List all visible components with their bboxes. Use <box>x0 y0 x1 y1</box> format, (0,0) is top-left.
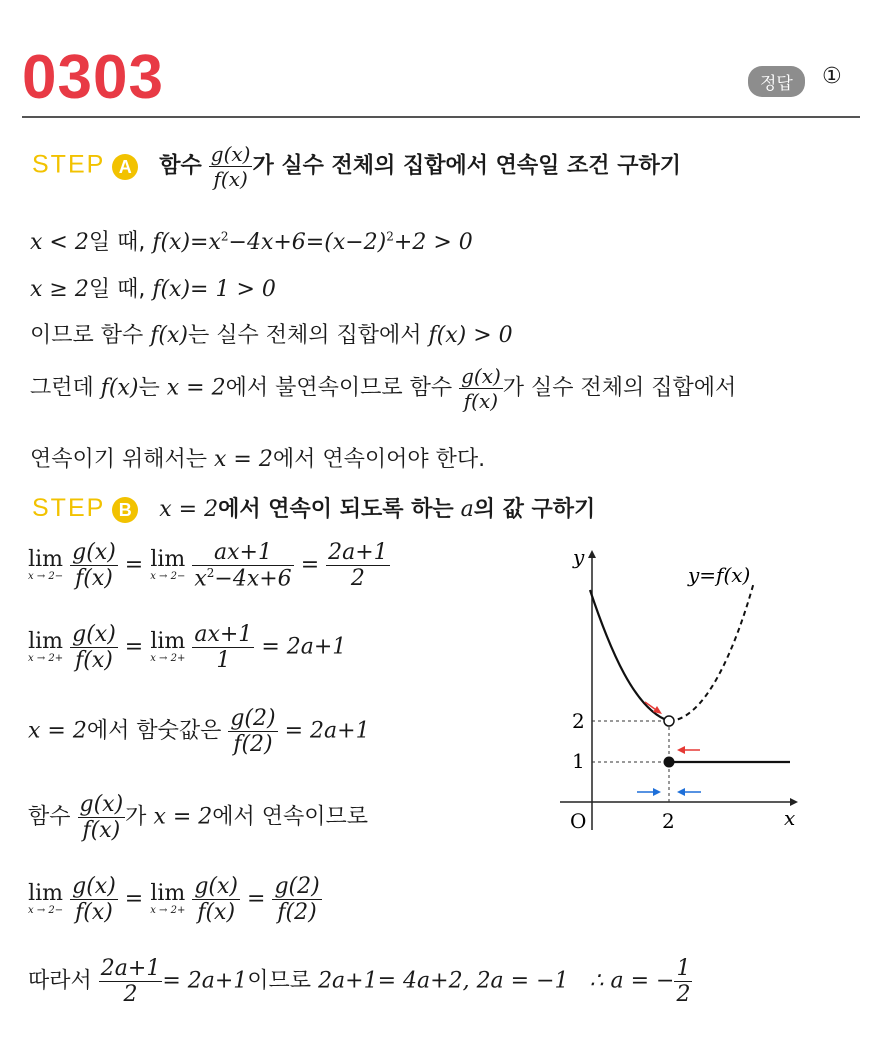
step-b-badge: B <box>112 497 138 523</box>
equation-4: 함수 $\frac{g(x)}{f(x)}$ 가 x = 2에서 연속이므로 <box>28 792 369 843</box>
line-4: 그런데 f(x)는 x = 2에서 불연속이므로 함수 $\frac{g(x)}{f(x)}$ 가 실수 전체의 집합에서 <box>30 364 737 413</box>
equation-5: lim x → 2− $\frac{g(x)}{f(x)}$ = lim x → 2+ $\frac{g(x)}{f(x)}$ = $\frac{g(2)}{f(2)}$ <box>28 874 320 925</box>
x-axis-label: x <box>784 806 796 830</box>
y-axis-label: y <box>573 545 585 569</box>
step-b-heading: STEP B x = 2에서 연속이 되도록 하는 a의 값 구하기 <box>32 494 596 522</box>
curve-right-dashed <box>669 582 754 721</box>
x-axis-arrow <box>790 798 798 806</box>
tick-x-2: 2 <box>662 809 675 833</box>
step-a-heading <box>32 142 681 191</box>
line-2: x ≥ 2일 때, f(x)= 1 > 0 <box>30 277 276 302</box>
step-a-tag: STEP <box>32 150 106 179</box>
line-3: 이므로 함수 f(x)는 실수 전체의 집합에서 f(x) > 0 <box>30 323 513 348</box>
line-5: 연속이기 위해서는 x = 2에서 연속이어야 한다. <box>30 447 486 472</box>
tick-y-1: 1 <box>572 749 585 773</box>
y-axis-arrow <box>588 550 596 558</box>
step-a-suffix: 가 실수 전체의 집합에서 연속일 조건 구하기 <box>252 153 681 179</box>
tick-y-2: 2 <box>572 709 585 733</box>
step-a-fraction: $\frac{g(x)}{f(x)}$ <box>210 142 251 191</box>
equation-1: lim x → 2− $\frac{g(x)}{f(x)}$ = lim x → 2− $\frac{ax+1}{x^2-4x+6}$ = $\frac{2a+1}{2}$ <box>28 540 388 592</box>
problem-number: 0303 <box>22 43 164 112</box>
equation-6: 따라서 $\frac{2a+1}{2}$ = 2a+1이므로 2a+1= 4a+2, 2a = −1 ∴ a = − $\frac{1}{2}$ <box>28 956 691 1007</box>
open-point <box>664 716 674 726</box>
function-graph <box>540 540 860 840</box>
equation-2: lim x → 2+ $\frac{g(x)}{f(x)}$ = lim x → 2+ $\frac{ax+1}{1}$ = 2a+1 <box>28 622 347 673</box>
answer-value: ① <box>822 64 842 89</box>
origin-label: O <box>570 809 587 833</box>
curve-left <box>590 590 669 721</box>
answer-badge: 정답 <box>748 66 805 97</box>
step-a-prefix: 함수 <box>159 153 202 179</box>
curve-label: y=f(x) <box>688 563 751 587</box>
line-1: x < 2일 때, $f(x)=x^2-4x+6=(x-2)^2+2 > 0$ <box>30 229 473 255</box>
equation-3: x = 2에서 함숫값은 $\frac{g(2)}{f(2)}$ = 2a+1 <box>28 706 370 757</box>
step-b-tag: STEP <box>32 494 106 522</box>
header-divider <box>22 116 860 118</box>
step-a-badge: A <box>112 154 138 180</box>
line-4-fraction: $\frac{g(x)}{f(x)}$ <box>461 364 501 413</box>
closed-point <box>664 757 675 768</box>
